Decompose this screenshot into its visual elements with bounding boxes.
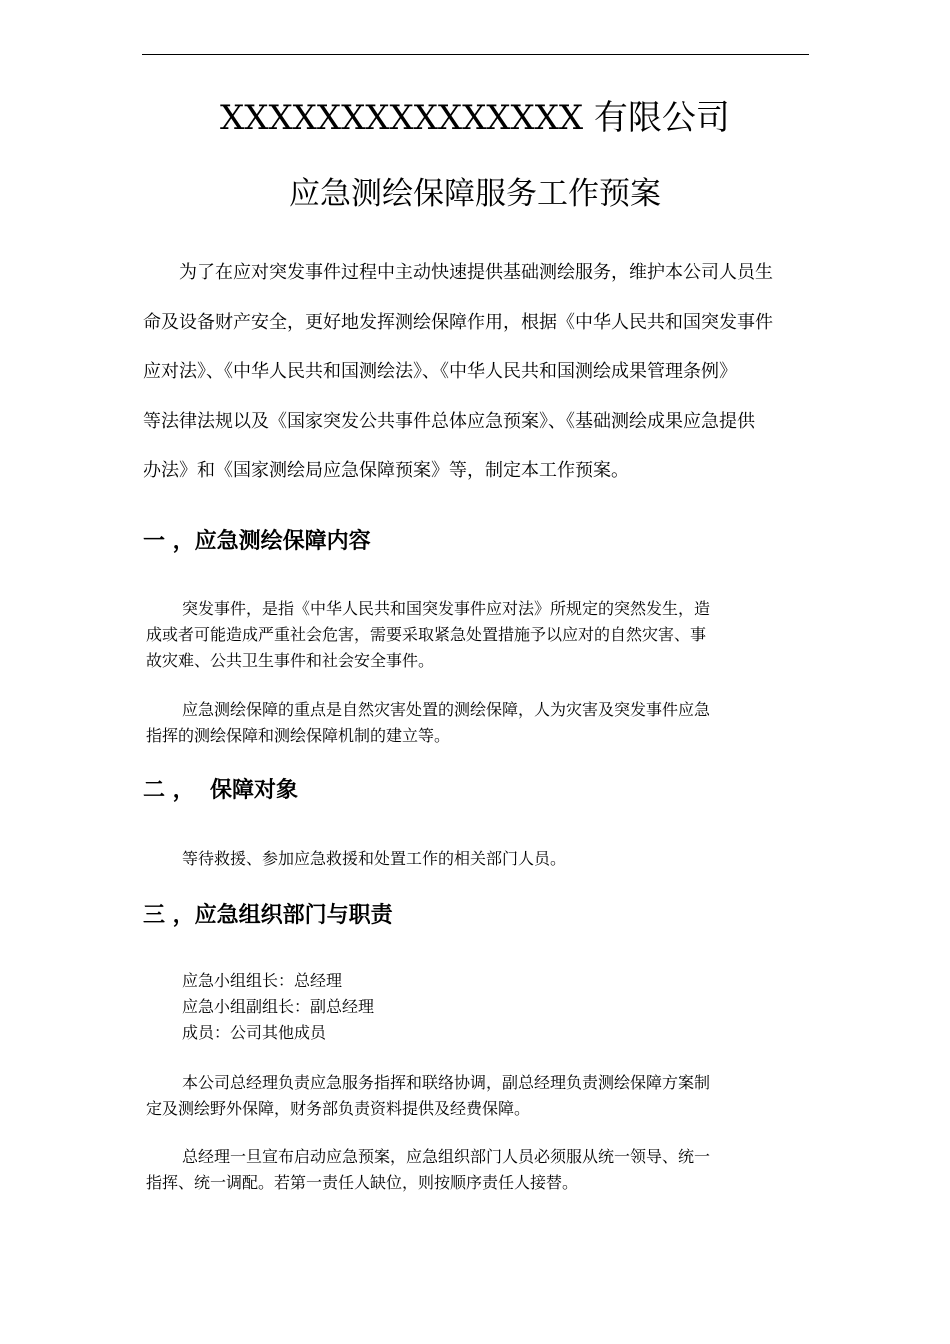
paragraph-line: 成或者可能造成严重社会危害，需要采取紧急处置措施予以应对的自然灾害、事 <box>146 625 707 644</box>
paragraph-line: 本公司总经理负责应急服务指挥和联络协调，副总经理负责测绘保障方案制 <box>182 1073 711 1092</box>
paragraph-line: 定及测绘野外保障，财务部负责资料提供及经费保障。 <box>146 1099 531 1118</box>
paragraph-line: 指挥的测绘保障和测绘保障机制的建立等。 <box>146 726 451 745</box>
section-3-roles <box>146 968 812 1046</box>
role-line: 成员：公司其他成员 <box>182 1023 327 1042</box>
paragraph-line: 故灾难、公共卫生事件和社会安全事件。 <box>146 651 435 670</box>
section-3-paragraph-1 <box>146 1070 812 1122</box>
section-1-paragraph-2 <box>146 697 812 749</box>
section-3-paragraph-2 <box>146 1144 812 1196</box>
intro-line: 等法律法规以及《国家突发公共事件总体应急预案》、《基础测绘成果应急提供 <box>143 410 755 432</box>
intro-line: 为了在应对突发事件过程中主动快速提供基础测绘服务，维护本公司人员生 <box>179 262 773 283</box>
top-rule <box>142 54 809 55</box>
paragraph-line: 总经理一旦宣布启动应急预案，应急组织部门人员必须服从统一领导、统一 <box>182 1147 711 1166</box>
section-3-heading: 三 ，应急组织部门与职责 <box>143 903 393 928</box>
company-title: XXXXXXXXXXXXXXX 有限公司 <box>220 98 730 138</box>
section-2-paragraph-1 <box>146 846 812 872</box>
document-title: 应急测绘保障服务工作预案 <box>289 176 661 212</box>
intro-paragraph <box>143 248 810 496</box>
intro-line: 办法》和《国家测绘局应急保障预案》等，制定本工作预案。 <box>143 460 629 481</box>
paragraph-line: 突发事件，是指《中华人民共和国突发事件应对法》所规定的突然发生，造 <box>182 599 711 618</box>
role-line: 应急小组组长：总经理 <box>182 971 343 990</box>
intro-line: 命及设备财产安全，更好地发挥测绘保障作用，根据《中华人民共和国突发事件 <box>143 311 773 333</box>
section-1-heading: 一 ，应急测绘保障内容 <box>143 529 371 554</box>
paragraph-line: 等待救援、参加应急救援和处置工作的相关部门人员。 <box>182 849 567 868</box>
paragraph-line: 应急测绘保障的重点是自然灾害处置的测绘保障，人为灾害及突发事件应急 <box>182 700 711 719</box>
role-line: 应急小组副组长：副总经理 <box>182 997 375 1016</box>
paragraph-line: 指挥、统一调配。若第一责任人缺位，则按顺序责任人接替。 <box>146 1173 579 1192</box>
section-1-paragraph-1 <box>146 596 812 674</box>
section-2-heading: 二 ， 保障对象 <box>143 778 298 803</box>
intro-line: 应对法》、《中华人民共和国测绘法》、《中华人民共和国测绘成果管理条例》 <box>143 361 737 382</box>
